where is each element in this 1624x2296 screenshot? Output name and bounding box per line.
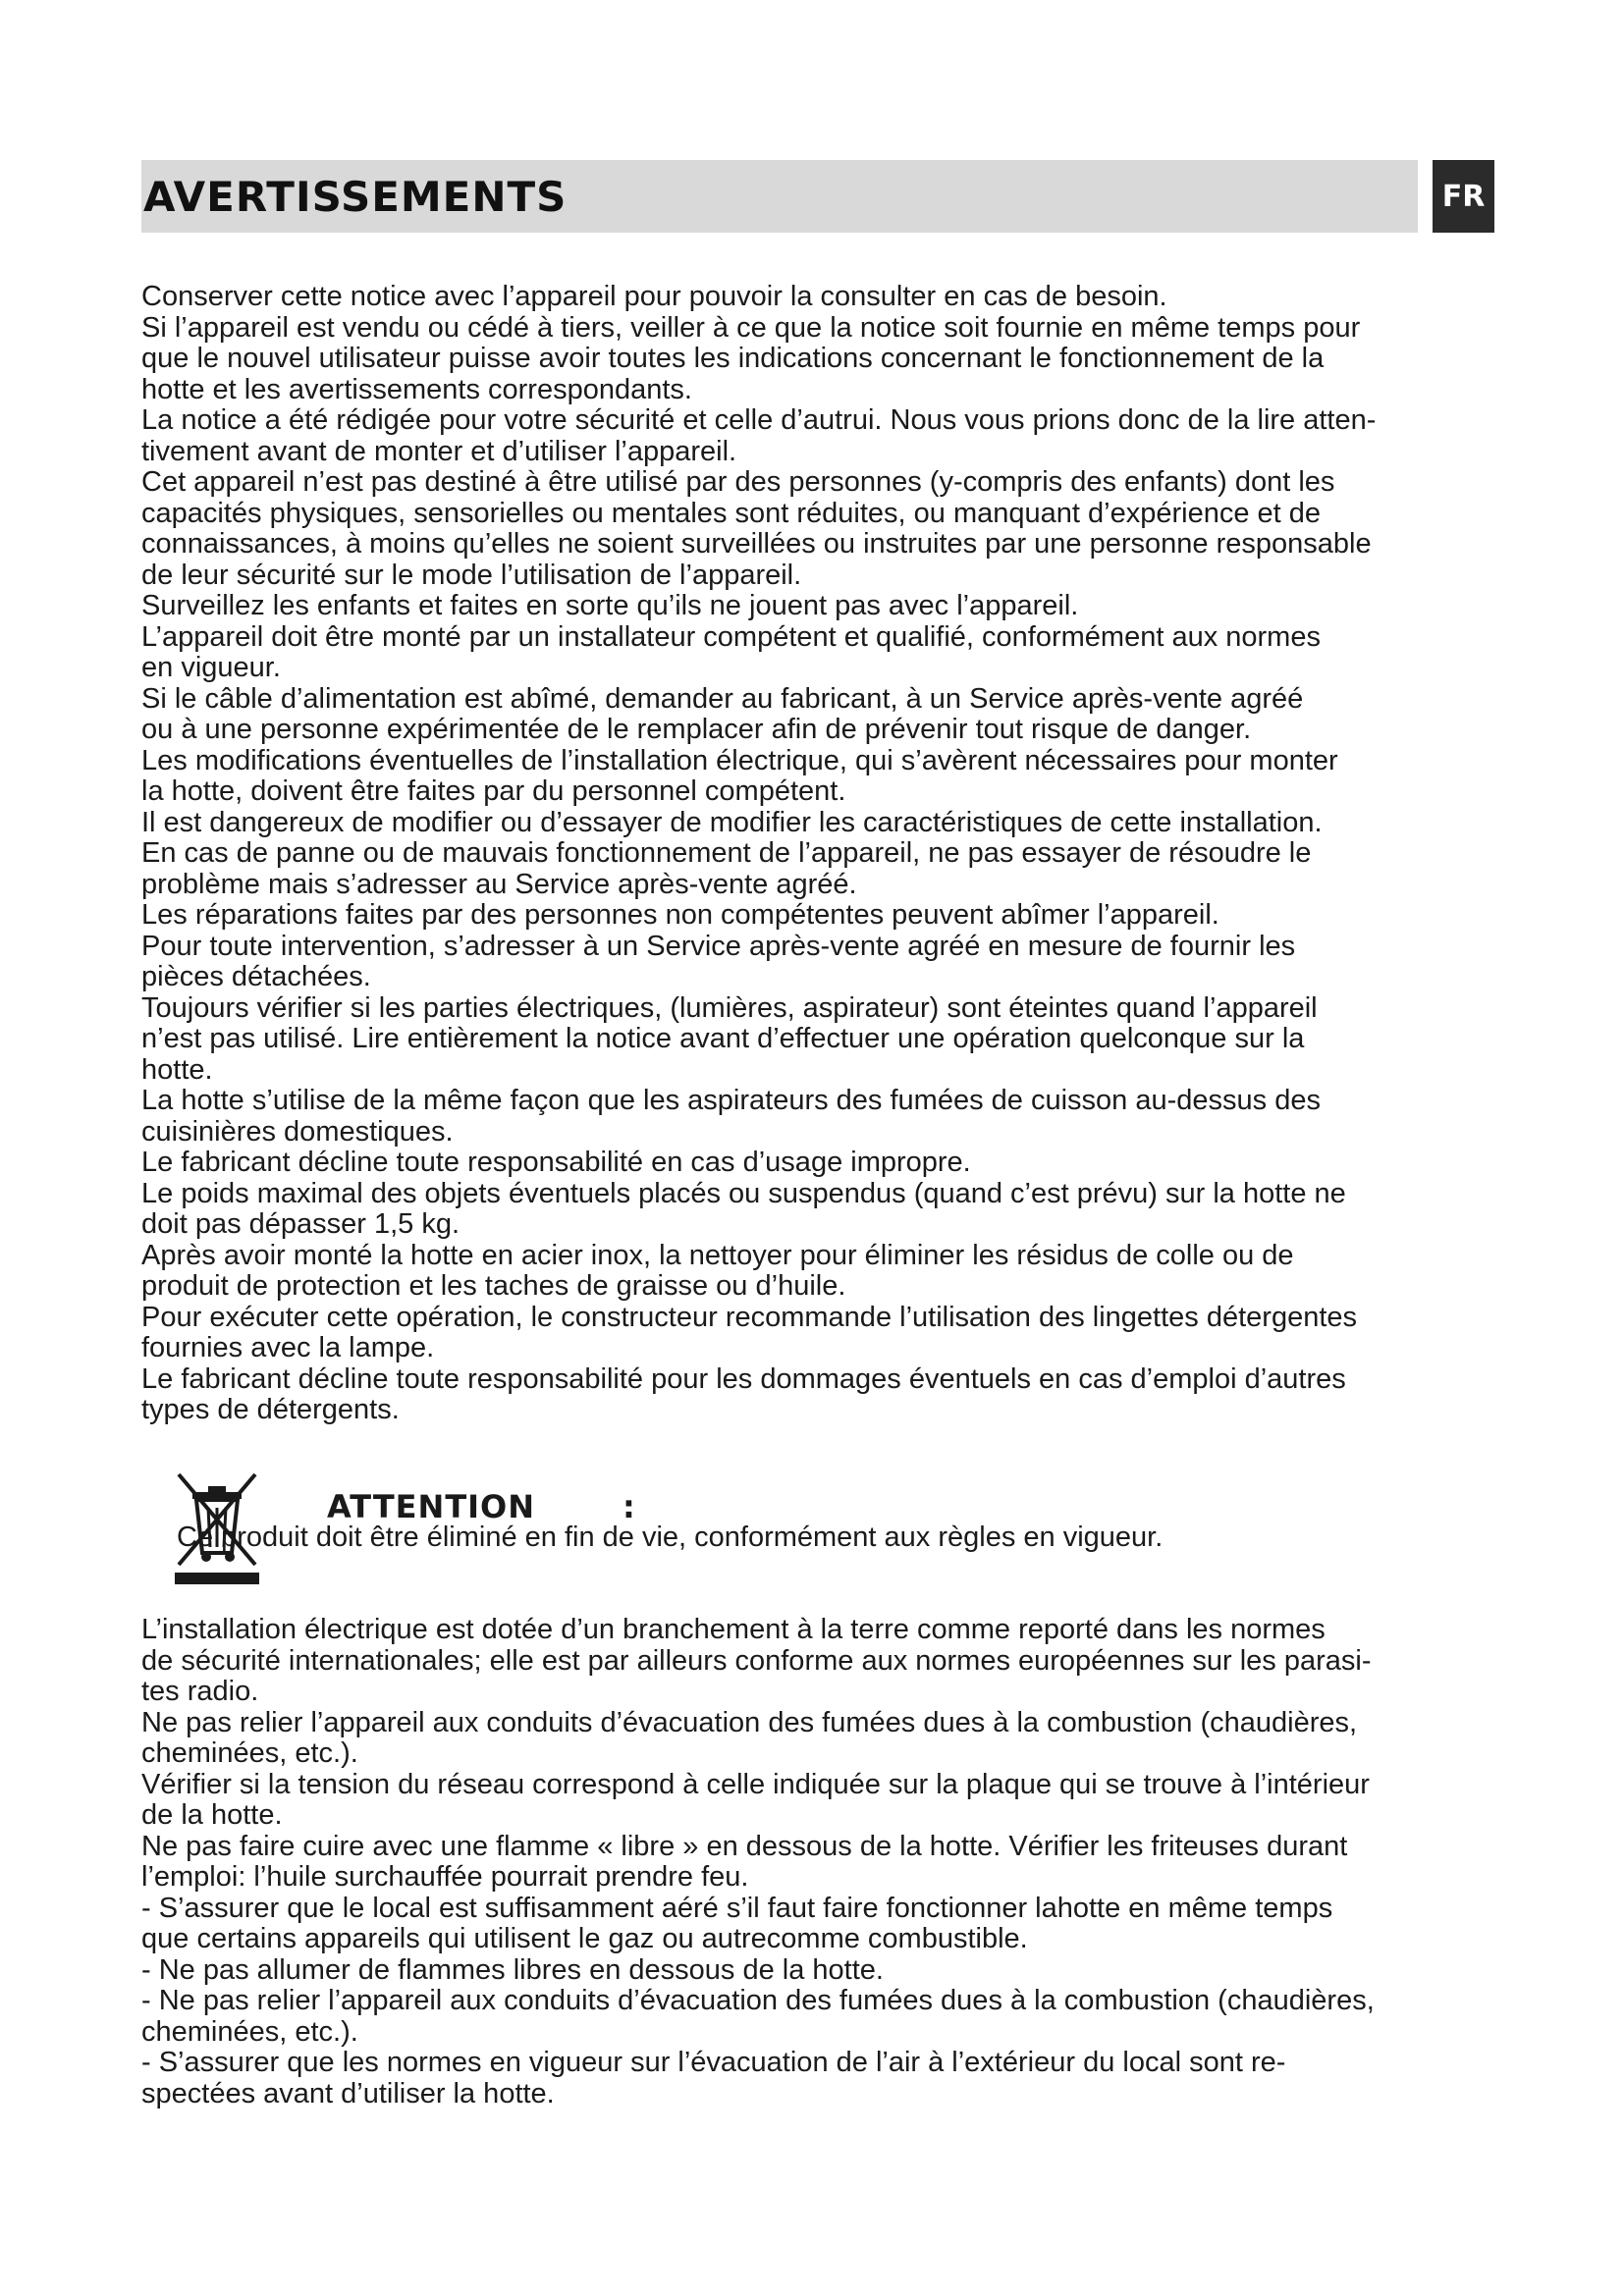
text-line: de la hotte. [141, 1799, 283, 1831]
text-line: Cet appareil n’est pas destiné à être utilisé par des personnes (y-compris des enfants) dont les [141, 466, 1335, 498]
text-line: cheminées, etc.). [141, 1737, 358, 1769]
text-line: l’emploi: l’huile surchauffée pourrait prendre feu. [141, 1861, 749, 1893]
warnings-section-2 [141, 1615, 1506, 2109]
text-line: Surveillez les enfants et faites en sorte qu’ils ne jouent pas avec l’appareil. [141, 590, 1079, 621]
text-line: Vérifier si la tension du réseau correspond à celle indiquée sur la plaque qui se trouve à l’intérieur [141, 1768, 1370, 1800]
text-line: hotte. [141, 1053, 213, 1086]
text-line: tivement avant de monter et d’utiliser l’appareil. [141, 435, 737, 467]
text-line: Le poids maximal des objets éventuels placés ou suspendus (quand c’est prévu) sur la hotte ne [141, 1177, 1346, 1209]
text-line: hotte et les avertissements correspondants. [141, 373, 692, 405]
text-line: Si le câble d’alimentation est abîmé, demander au fabricant, à un Service après-vente agréé [141, 682, 1304, 715]
text-line: Il est dangereux de modifier ou d’essayer de modifier les caractéristiques de cette installation. [141, 806, 1323, 838]
text-line: que certains appareils qui utilisent le gaz ou autrecomme combustible. [141, 1923, 1028, 1954]
text-line: Les réparations faites par des personnes non compétentes peuvent abîmer l’appareil. [141, 899, 1219, 931]
page-title: AVERTISSEMENTS [143, 173, 568, 221]
text-line: Le fabricant décline toute responsabilité en cas d’usage impropre. [141, 1147, 971, 1178]
text-line: tes radio. [141, 1676, 259, 1707]
text-line: doit pas dépasser 1,5 kg. [141, 1208, 460, 1240]
text-line: de leur sécurité sur le mode l’utilisation de l’appareil. [141, 559, 802, 591]
warnings-section-1 [141, 282, 1506, 1426]
text-line: - Ne pas relier l’appareil aux conduits d’évacuation des fumées dues à la combustion (chaudières, [141, 1985, 1375, 2016]
text-line: Les modifications éventuelles de l’installation électrique, qui s’avèrent nécessaires pour monter [141, 744, 1338, 776]
text-line: spectées avant d’utiliser la hotte. [141, 2077, 555, 2109]
text-line: types de détergents. [141, 1394, 400, 1425]
text-line: Pour toute intervention, s’adresser à un Service après-vente agréé en mesure de fournir les [141, 930, 1296, 962]
text-line: La hotte s’utilise de la même façon que les aspirateurs des fumées de cuisson au-dessus des [141, 1085, 1321, 1116]
text-line: capacités physiques, sensorielles ou mentales sont réduites, ou manquant d’expérience et de [141, 497, 1322, 529]
text-line: L’appareil doit être monté par un installateur compétent et qualifié, conformément aux normes [141, 620, 1321, 653]
text-line: En cas de panne ou de mauvais fonctionnement de l’appareil, ne pas essayer de résoudre le [141, 837, 1312, 869]
text-line: cheminées, etc.). [141, 2015, 358, 2048]
text-line: Ne pas relier l’appareil aux conduits d’évacuation des fumées dues à la combustion (chaudières, [141, 1706, 1358, 1738]
text-line: La notice a été rédigée pour votre sécurité et celle d’autrui. Nous vous prions donc de la lire atten- [141, 404, 1377, 436]
text-line: Après avoir monté la hotte en acier inox, la nettoyer pour éliminer les résidus de colle ou de [141, 1239, 1294, 1271]
text-line: pièces détachées. [141, 961, 371, 992]
text-line: Pour exécuter cette opération, le constructeur recommande l’utilisation des lingettes détergentes [141, 1301, 1358, 1333]
text-line: la hotte, doivent être faites par du personnel compétent. [141, 775, 846, 807]
text-line: Conserver cette notice avec l’appareil pour pouvoir la consulter en cas de besoin. [141, 281, 1167, 312]
text-line: Le fabricant décline toute responsabilité pour les dommages éventuels en cas d’emploi d’autres [141, 1362, 1346, 1395]
attention-title: ATTENTION [327, 1488, 536, 1525]
text-line: cuisinières domestiques. [141, 1115, 454, 1148]
text-line: Si l’appareil est vendu ou cédé à tiers, veiller à ce que la notice soit fournie en même temps pour [141, 311, 1361, 344]
text-line: L’installation électrique est dotée d’un branchement à la terre comme reporté dans les normes [141, 1614, 1326, 1645]
attention-colon: : [623, 1488, 635, 1525]
text-line: en vigueur. [141, 652, 281, 683]
language-badge: FR [1433, 160, 1494, 233]
text-line: que le nouvel utilisateur puisse avoir toutes les indications concernant le fonctionnement de la [141, 343, 1325, 374]
text-line: - S’assurer que le local est suffisamment aéré s’il faut faire fonctionner lahotte en même temps [141, 1892, 1333, 1924]
text-line: de sécurité internationales; elle est par ailleurs conforme aux normes européennes sur les parasi- [141, 1644, 1372, 1677]
text-line: produit de protection et les taches de graisse ou d’huile. [141, 1270, 846, 1302]
text-line: problème mais s’adresser au Service après-vente agréé. [141, 868, 857, 900]
text-line: connaissances, à moins qu’elles ne soient surveillées ou instruites par une personne responsable [141, 528, 1372, 560]
attention-notice [173, 1470, 1351, 1598]
text-line: fournies avec la lampe. [141, 1332, 435, 1363]
text-line: - S’assurer que les normes en vigueur sur l’évacuation de l’air à l’extérieur du local sont re- [141, 2047, 1286, 2078]
text-line: Ne pas faire cuire avec une flamme « libre » en dessous de la hotte. Vérifier les friteuses durant [141, 1830, 1348, 1862]
text-line: Toujours vérifier si les parties électriques, (lumières, aspirateur) sont éteintes quand l’appareil [141, 991, 1318, 1024]
text-line: ou à une personne expérimentée de le remplacer afin de prévenir tout risque de danger. [141, 714, 1252, 745]
attention-text: Ce produit doit être éliminé en fin de vie, conformément aux règles en vigueur. [177, 1522, 1164, 1553]
text-line: n’est pas utilisé. Lire entièrement la notice avant d’effectuer une opération quelconque sur la [141, 1023, 1305, 1054]
text-line: - Ne pas allumer de flammes libres en dessous de la hotte. [141, 1953, 884, 1986]
